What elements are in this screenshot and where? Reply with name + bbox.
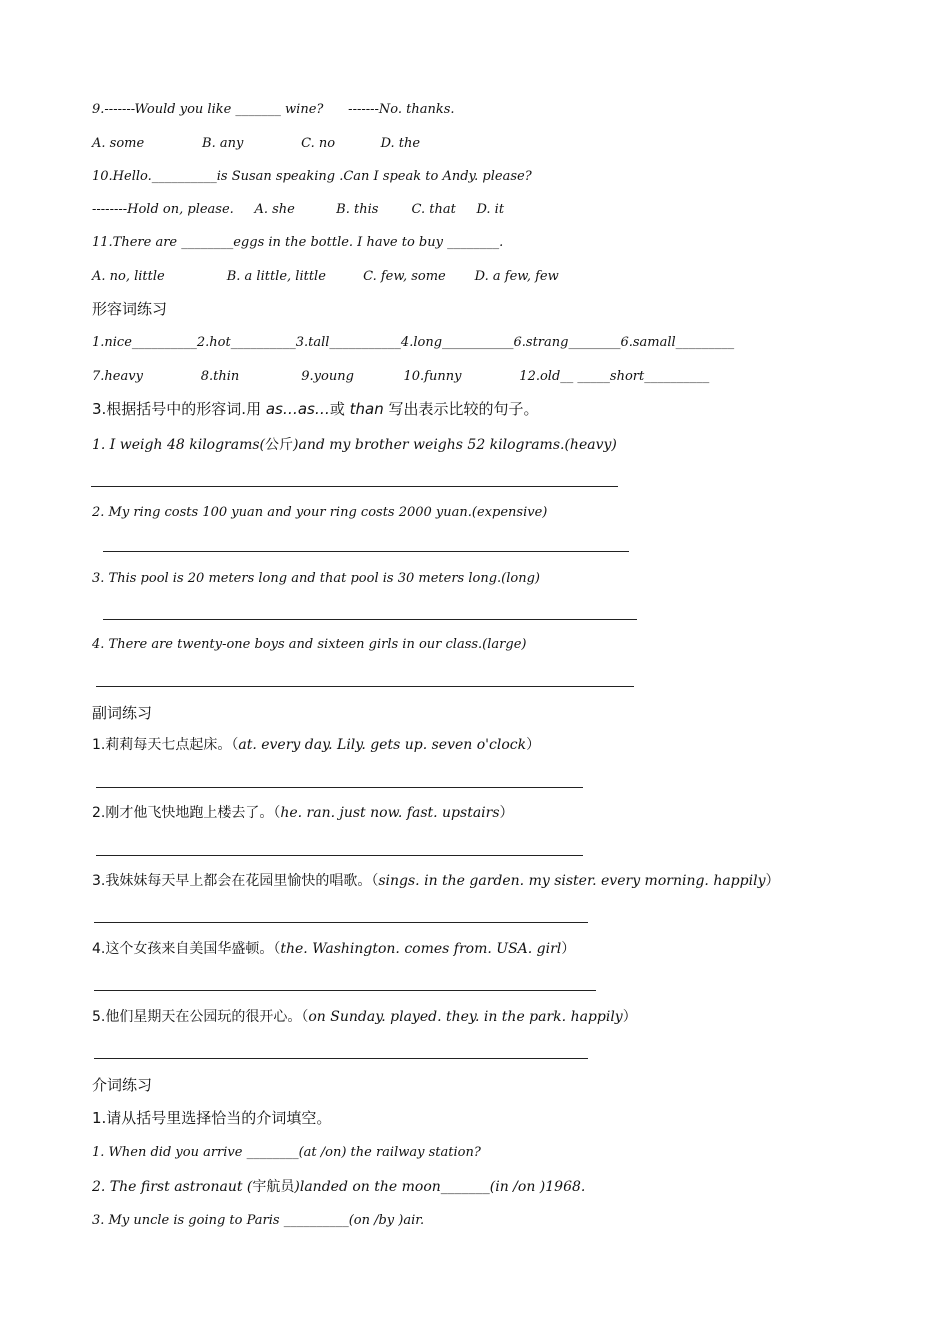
answer-line[interactable] [94, 990, 596, 991]
answer-line[interactable] [103, 551, 629, 552]
answer-line[interactable] [96, 686, 634, 687]
comparison-sentence-2: 2. My ring costs 100 yuan and your ring costs 2000 yuan.(expensive) [92, 505, 548, 520]
answer-line[interactable] [94, 1058, 588, 1059]
answer-line[interactable] [96, 787, 583, 788]
prepositions-instruction: 1.请从括号里选择恰当的介词填空。 [92, 1109, 332, 1127]
preposition-question-1: 1. When did you arrive ________(at /on) the railway station? [92, 1145, 481, 1160]
comparison-sentence-4: 4. There are twenty-one boys and sixteen girls in our class.(large) [92, 637, 527, 652]
answer-line[interactable] [91, 486, 618, 487]
adverbs-heading: 副词练习 [92, 704, 153, 722]
answer-line[interactable] [103, 619, 637, 620]
question-10: 10.Hello.__________is Susan speaking .Can I speak to Andy. please? [92, 169, 532, 184]
prepositions-heading: 介词练习 [92, 1076, 153, 1094]
question-9: 9.-------Would you like _______ wine? -------No. thanks. [92, 102, 455, 117]
adverb-question-4: 4.这个女孩来自美国华盛顿。（the. Washington. comes from. USA. girl） [92, 941, 576, 957]
adverb-question-1: 1.莉莉每天七点起床。（at. every day. Lily. gets up. seven o'clock） [92, 737, 541, 753]
preposition-question-2: 2. The first astronaut (宇航员)landed on the moon_______(in /on )1968. [92, 1179, 586, 1195]
adjectives-row-1: 1.nice__________2.hot__________3.tall___________4.long___________6.strang________6.samall_________ [92, 335, 735, 350]
adverb-question-2: 2.刚才他飞快地跑上楼去了。（he. ran. just now. fast. upstairs） [92, 805, 514, 821]
question-9-options: A. some B. any C. no D. the [92, 136, 421, 151]
answer-line[interactable] [94, 922, 588, 923]
comparison-sentence-3: 3. This pool is 20 meters long and that pool is 30 meters long.(long) [92, 571, 540, 586]
preposition-question-3: 3. My uncle is going to Paris __________(on /by )air. [92, 1213, 425, 1228]
comparison-sentence-1: 1. I weigh 48 kilograms(公斤)and my brother weighs 52 kilograms.(heavy) [92, 437, 617, 453]
question-10-options: --------Hold on, please. A. she B. this C. that D. it [92, 202, 505, 217]
adjectives-heading: 形容词练习 [92, 300, 168, 318]
comparison-instruction: 3.根据括号中的形容词.用 as…as…或 than 写出表示比较的句子。 [92, 400, 539, 418]
question-11: 11.There are ________eggs in the bottle. I have to buy ________. [92, 235, 504, 250]
adjectives-row-2: 7.heavy 8.thin 9.young 10.funny 12.old__ _____short__________ [92, 369, 710, 384]
adverb-question-5: 5.他们星期天在公园玩的很开心。（on Sunday. played. they. in the park. happily） [92, 1009, 637, 1025]
answer-line[interactable] [96, 855, 583, 856]
adverb-question-3: 3.我妹妹每天早上都会在花园里愉快的唱歌。（sings. in the garden. my sister. every morning. happily） [92, 873, 780, 889]
question-11-options: A. no, little B. a little, little C. few, some D. a few, few [92, 269, 559, 284]
